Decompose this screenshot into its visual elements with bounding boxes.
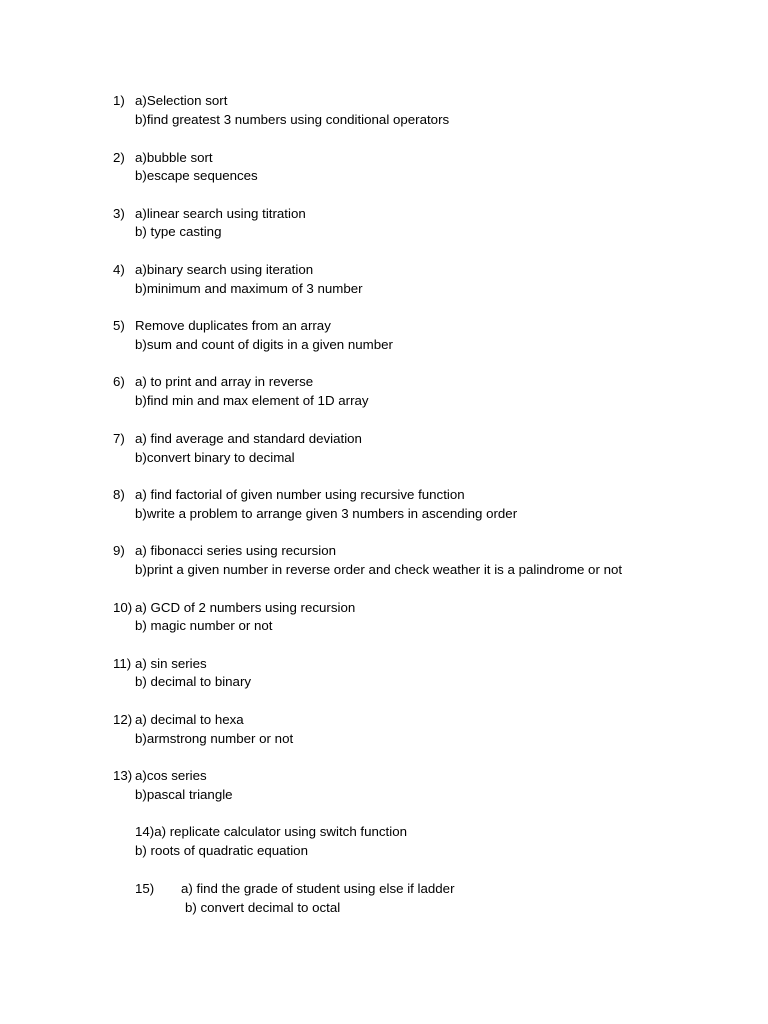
- item-4-part-a: a)binary search using iteration: [135, 262, 314, 277]
- item-3-part-b: b) type casting: [135, 224, 222, 239]
- item-5-part-a: Remove duplicates from an array: [135, 318, 331, 333]
- item-13-part-a: a)cos series: [135, 768, 207, 783]
- item-1-part-b: b)find greatest 3 numbers using conditional operators: [135, 112, 450, 127]
- item-9-number: 9): [113, 543, 125, 558]
- item-10-part-a: a) GCD of 2 numbers using recursion: [135, 600, 356, 615]
- item-8-part-a: a) find factorial of given number using recursive function: [135, 487, 465, 502]
- item-12-number: 12): [113, 712, 133, 727]
- item-6-number: 6): [113, 374, 125, 389]
- item-12-part-a: a) decimal to hexa: [135, 712, 244, 727]
- item-1-part-a: a)Selection sort: [135, 93, 228, 108]
- item-11-part-a: a) sin series: [135, 656, 207, 671]
- item-2-part-b: b)escape sequences: [135, 168, 258, 183]
- item-3-part-a: a)linear search using titration: [135, 206, 306, 221]
- item-11-part-b: b) decimal to binary: [135, 674, 252, 689]
- item-13-part-b: b)pascal triangle: [135, 787, 233, 802]
- item-13-number: 13): [113, 768, 133, 783]
- item-10-number: 10): [113, 600, 133, 615]
- item-8-part-b: b)write a problem to arrange given 3 numbers in ascending order: [135, 506, 518, 521]
- item-2-part-a: a)bubble sort: [135, 150, 213, 165]
- item-5-number: 5): [113, 318, 125, 333]
- item-6-part-a: a) to print and array in reverse: [135, 374, 314, 389]
- item-10-part-b: b) magic number or not: [135, 618, 273, 633]
- item-8-number: 8): [113, 487, 125, 502]
- item-4-number: 4): [113, 262, 125, 277]
- item-15-number: 15): [135, 881, 155, 896]
- item-7-part-a: a) find average and standard deviation: [135, 431, 362, 446]
- item-9-part-b: b)print a given number in reverse order and check weather it is a palindrome or not: [135, 562, 623, 577]
- item-4-part-b: b)minimum and maximum of 3 number: [135, 281, 363, 296]
- item-15-part-a: a) find the grade of student using else if ladder: [181, 881, 455, 896]
- item-9-part-a: a) fibonacci series using recursion: [135, 543, 337, 558]
- item-11-number: 11): [113, 656, 132, 671]
- item-7-number: 7): [113, 431, 125, 446]
- item-6-part-b: b)find min and max element of 1D array: [135, 393, 369, 408]
- item-1-number: 1): [113, 93, 125, 108]
- item-14-part-b: b) roots of quadratic equation: [135, 843, 308, 858]
- item-2-number: 2): [113, 150, 125, 165]
- item-14-part-a: 14)a) replicate calculator using switch function: [135, 824, 407, 839]
- item-7-part-b: b)convert binary to decimal: [135, 450, 295, 465]
- item-5-part-b: b)sum and count of digits in a given number: [135, 337, 393, 352]
- item-12-part-b: b)armstrong number or not: [135, 731, 294, 746]
- item-15-part-b: b) convert decimal to octal: [185, 900, 341, 915]
- item-3-number: 3): [113, 206, 125, 221]
